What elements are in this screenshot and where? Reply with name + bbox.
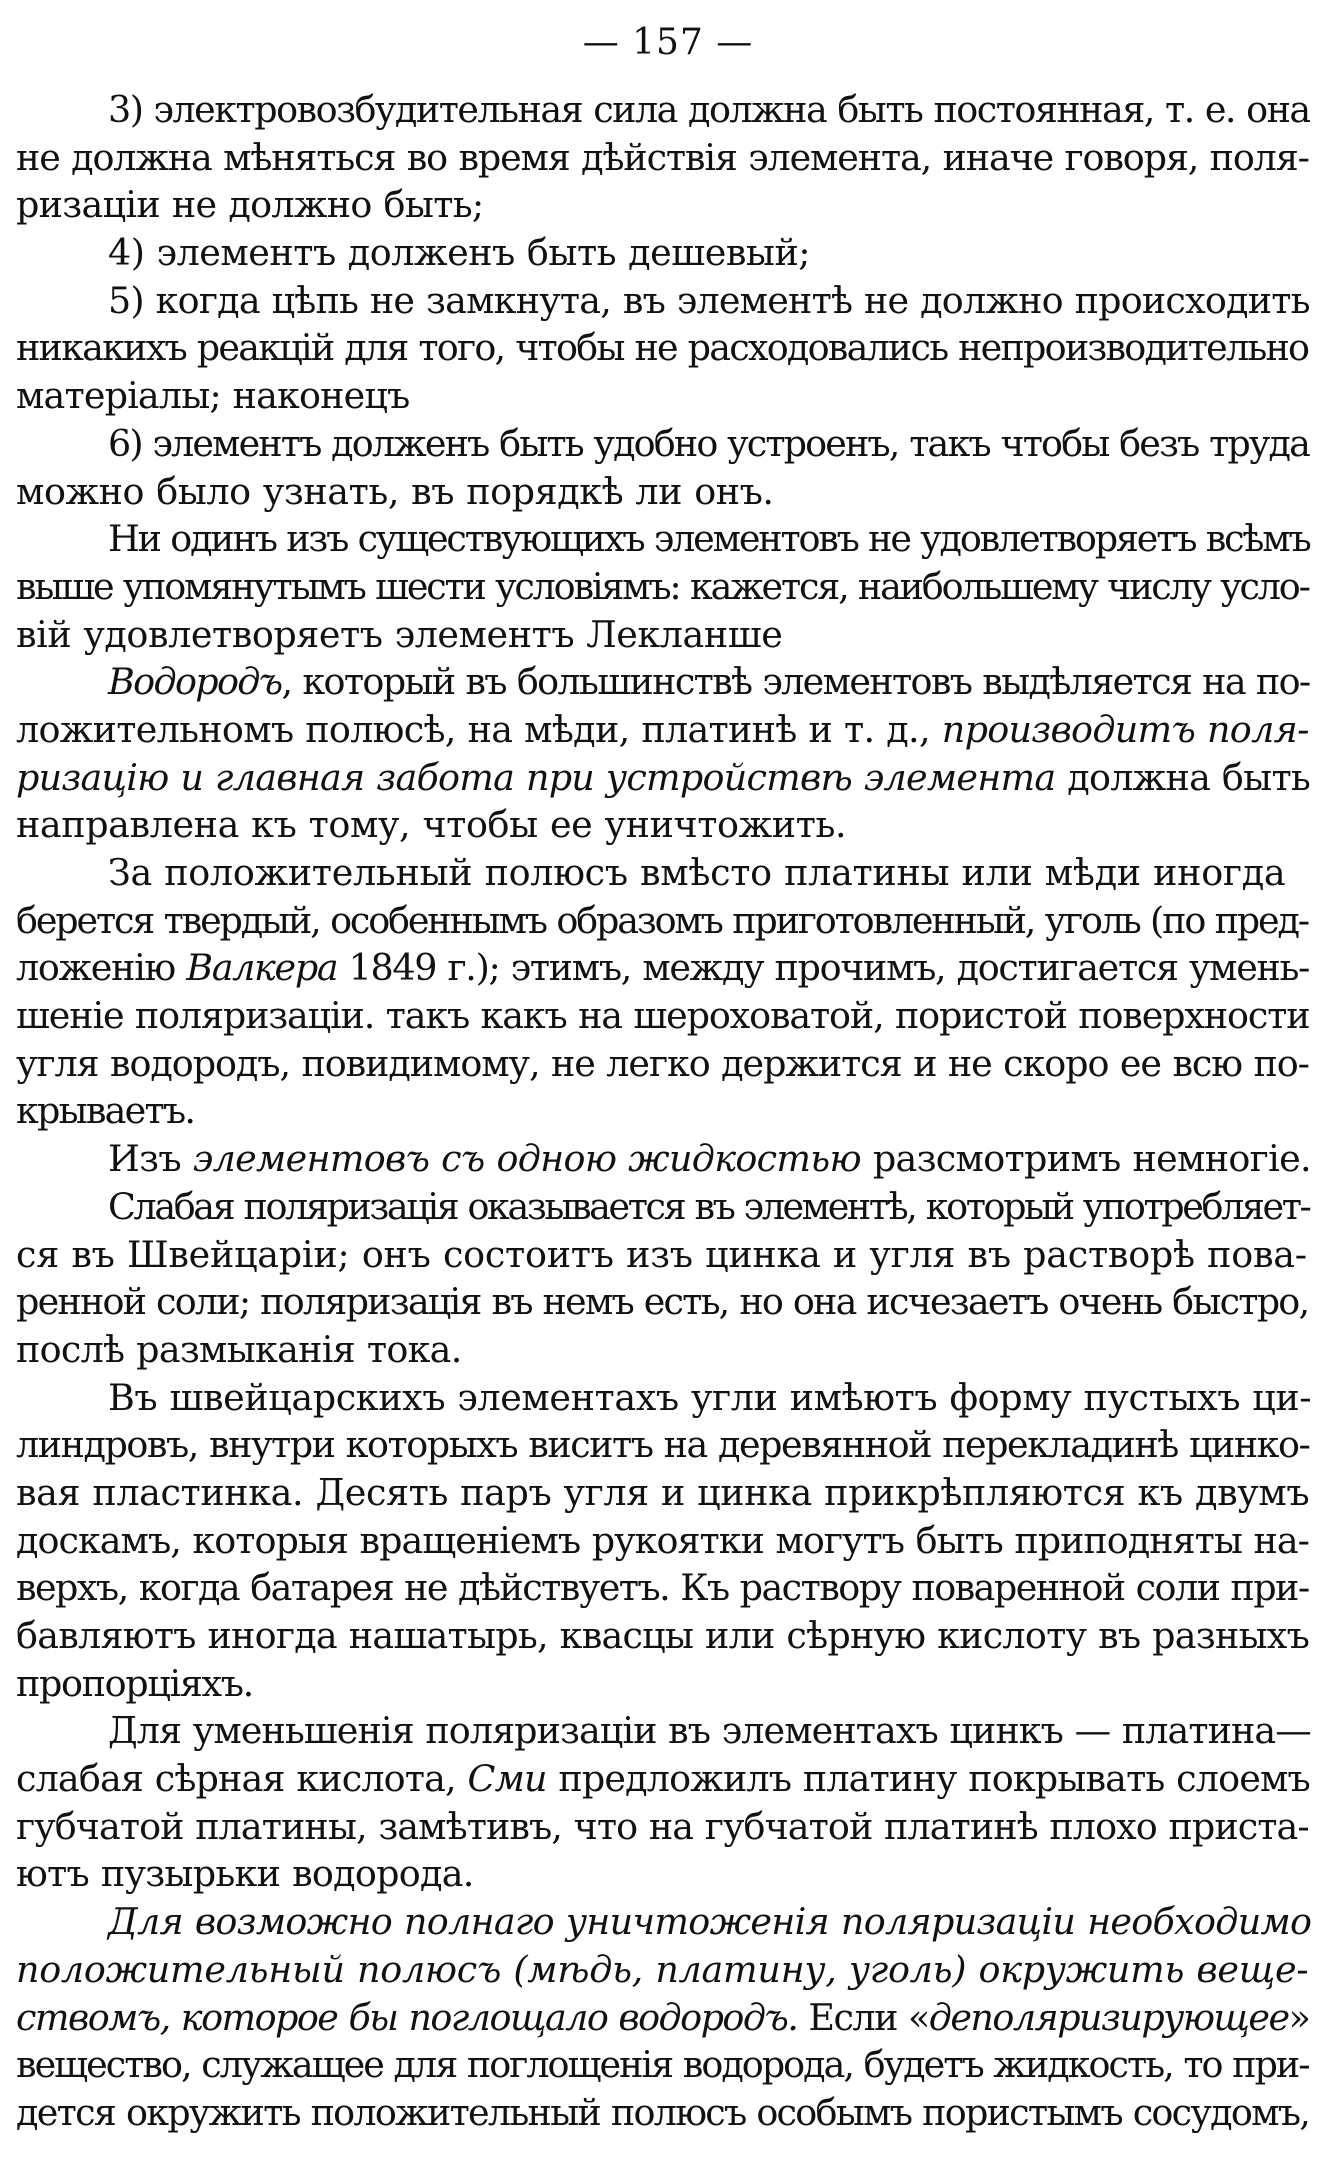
- text-line: [16, 515, 1336, 563]
- text-line: [16, 1421, 1336, 1469]
- text-line: [16, 1135, 1336, 1183]
- text-segment: ютъ пузырьки водорода.: [16, 1852, 474, 1896]
- text-segment: крываетъ.: [16, 1089, 195, 1133]
- text-line: [16, 1517, 1336, 1565]
- text-line: [16, 86, 1336, 134]
- text-line: [16, 1994, 1336, 2042]
- text-segment: 1849 г.); этимъ, между прочимъ, достигается умень-: [337, 946, 1310, 990]
- italic-text-segment: ствомъ, которое бы поглощало водородъ.: [16, 1995, 798, 2039]
- text-segment: 3) электровозбудительная сила должна быть постоянная, т. е. она: [108, 88, 1310, 131]
- text-line: [16, 706, 1336, 754]
- text-segment: линдровъ, внутри которыхъ виситъ на деревянной перекладинѣ цинко-: [16, 1423, 1310, 1467]
- text-segment: ся въ Швейцаріи; онъ состоитъ изъ цинка и угля въ растворѣ пова-: [16, 1232, 1307, 1276]
- text-segment: ложительномъ полюсѣ, на мѣди, платинѣ и т. д.,: [16, 707, 942, 751]
- text-line: [16, 1231, 1336, 1279]
- text-segment: никакихъ реакцій для того, чтобы не расходовались непроизводительно: [16, 326, 1309, 370]
- text-segment: должна быть: [1055, 755, 1311, 799]
- text-segment: 5) когда цѣпь не замкнута, въ элементѣ не должно происходить: [108, 278, 1310, 322]
- text-segment: Въ швейцарскихъ элементахъ угли имѣютъ форму пустыхъ ци-: [108, 1375, 1312, 1419]
- text-line: [16, 1946, 1336, 1994]
- text-line: [16, 849, 1336, 897]
- text-line: [16, 1612, 1336, 1660]
- italic-text-segment: Валкера: [186, 946, 338, 990]
- text-line: [16, 1850, 1336, 1898]
- text-segment: можно было узнать, въ порядкѣ ли онъ.: [16, 469, 774, 513]
- text-line: [16, 1040, 1336, 1088]
- text-segment: дется окружить положительный полюсъ особымъ пористымъ сосудомъ,: [16, 2090, 1310, 2134]
- text-segment: Для уменьшенія поляризаціи въ элементахъ цинкъ — платина—: [108, 1709, 1311, 1753]
- text-line: [16, 134, 1336, 182]
- italic-text-segment: производитъ поля-: [941, 707, 1309, 751]
- italic-text-segment: деполяризирующее: [928, 1995, 1289, 2039]
- text-line: [16, 2089, 1336, 2137]
- text-line: [16, 992, 1336, 1040]
- page-body-text: [16, 86, 1336, 2137]
- text-segment: слабая сѣрная кислота,: [16, 1757, 468, 1801]
- italic-text-segment: положительный полюсъ (мѣдь, платину, уголь) окружить веще-: [16, 1947, 1309, 1991]
- text-line: [16, 658, 1336, 706]
- text-segment: Слабая поляризація оказывается въ элементѣ, который употребляет-: [108, 1184, 1310, 1228]
- text-segment: »: [1288, 1995, 1310, 2039]
- italic-text-segment: Для возможно полнаго уничтоженія поляризаціи необходимо: [108, 1900, 1312, 1944]
- page-number: — 157 —: [582, 22, 754, 63]
- text-segment: Ни одинъ изъ существующихъ элементовъ не удовлетворяетъ всѣмъ: [108, 517, 1310, 561]
- italic-text-segment: Водородъ: [108, 660, 282, 704]
- text-segment: 6) элементъ долженъ быть удобно устроенъ, такъ чтобы безъ труда: [108, 421, 1309, 465]
- text-segment: 4) элементъ долженъ быть дешевый;: [108, 231, 811, 275]
- text-segment: Если «: [797, 1995, 929, 2039]
- italic-text-segment: элементовъ съ одною жидкостью: [192, 1137, 861, 1181]
- text-segment: вещество, служащее для поглощенія водорода, будетъ жидкость, то при-: [16, 2043, 1309, 2087]
- text-line: [16, 229, 1336, 277]
- text-segment: предложилъ платину покрывать слоемъ: [546, 1757, 1310, 1801]
- text-line: [16, 1898, 1336, 1946]
- text-segment: выше упомянутымъ шести условіямъ: кажется, наибольшему числу усло-: [16, 564, 1309, 608]
- text-segment: ренной соли; поляризація въ немъ есть, но она исчезаетъ очень быстро,: [16, 1280, 1309, 1324]
- text-segment: вій удовлетворяетъ элементъ Лекланше: [16, 612, 783, 656]
- text-line: [16, 801, 1336, 849]
- text-segment: , который въ большинствѣ элементовъ выдѣляется на по-: [281, 660, 1310, 704]
- text-line: [16, 2041, 1336, 2089]
- text-line: [16, 563, 1336, 611]
- text-segment: пропорціяхъ.: [16, 1661, 253, 1705]
- text-segment: угля водородъ, повидимому, не легко держится и не скоро ее всю по-: [16, 1041, 1309, 1085]
- italic-text-segment: Сми: [467, 1757, 547, 1801]
- text-line: [16, 1564, 1336, 1612]
- text-line: [16, 1374, 1336, 1422]
- text-segment: берется твердый, особеннымъ образомъ приготовленный, уголь (по пред-: [16, 898, 1308, 942]
- italic-text-segment: ризацію и главная забота при устройствѣ элемента: [16, 755, 1056, 799]
- text-line: [16, 944, 1336, 992]
- text-line: [16, 468, 1336, 516]
- text-segment: Изъ: [108, 1137, 193, 1181]
- text-segment: разсмотримъ немногіе.: [860, 1137, 1311, 1181]
- text-segment: вая пластинка. Десять паръ угля и цинка прикрѣпляются къ двумъ: [16, 1470, 1310, 1514]
- text-segment: верхъ, когда батарея не дѣйствуетъ. Къ раствору поваренной соли при-: [16, 1566, 1309, 1610]
- text-line: [16, 324, 1336, 372]
- text-line: [16, 611, 1336, 659]
- text-segment: матеріалы; наконецъ: [16, 374, 410, 418]
- text-line: [16, 372, 1336, 420]
- text-segment: губчатой платины, замѣтивъ, что на губчатой платинѣ плохо приста-: [16, 1804, 1309, 1848]
- text-line: [16, 1183, 1336, 1231]
- text-line: [16, 897, 1336, 945]
- text-segment: направлена къ тому, чтобы ее уничтожить.: [16, 803, 847, 847]
- text-line: [16, 1707, 1336, 1755]
- text-line: [16, 1755, 1336, 1803]
- text-line: [16, 1469, 1336, 1517]
- text-segment: послѣ размыканія тока.: [16, 1327, 462, 1371]
- text-line: [16, 1278, 1336, 1326]
- text-line: [16, 420, 1336, 468]
- text-segment: ложенію: [16, 946, 187, 990]
- text-segment: доскамъ, которыя вращеніемъ рукоятки могутъ быть приподняты на-: [16, 1518, 1309, 1562]
- text-line: [16, 754, 1336, 802]
- text-segment: не должна мѣняться во время дѣйствія элемента, иначе говоря, поля-: [16, 135, 1309, 179]
- text-segment: бавляютъ иногда нашатырь, квасцы или сѣрную кислоту въ разныхъ: [16, 1614, 1310, 1657]
- text-line: [16, 277, 1336, 325]
- text-line: [16, 1803, 1336, 1851]
- text-line: [16, 1660, 1336, 1708]
- text-line: [16, 181, 1336, 229]
- text-line: [16, 1087, 1336, 1135]
- text-segment: шеніе поляризаціи. такъ какъ на шероховатой, пористой поверхности: [16, 994, 1310, 1038]
- text-line: [16, 1326, 1336, 1374]
- text-segment: ризаціи не должно быть;: [16, 183, 484, 227]
- text-segment: За положительный полюсъ вмѣсто платины или мѣди иногда: [108, 851, 1286, 894]
